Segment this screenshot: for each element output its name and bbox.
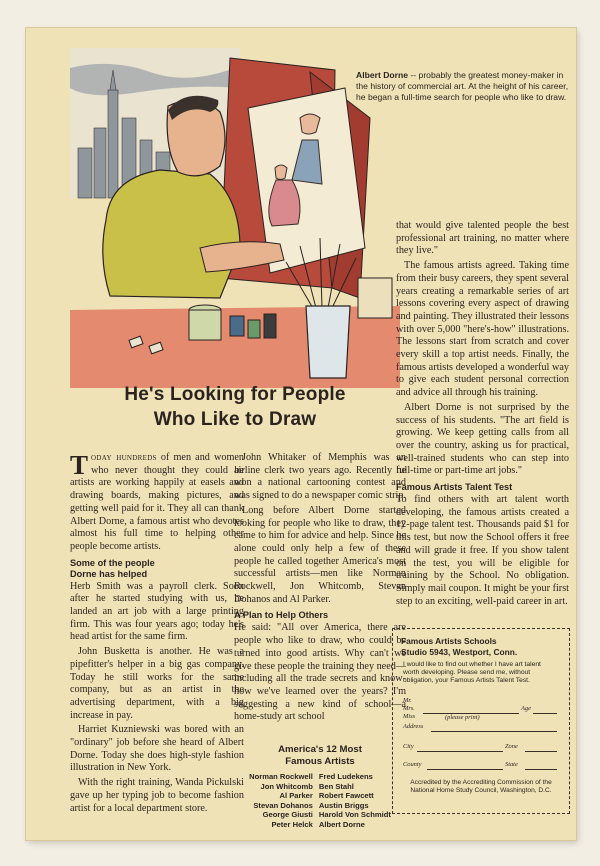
coupon-school-name: Famous Artists Schools <box>401 636 497 646</box>
paragraph: that would give talented people the best professional art training, no matter where they live." <box>396 220 569 257</box>
paragraph: Harriet Kuzniewski was bored with an "ordinary" job before she heard of Albert Dorne. Today she does high-style fashion illustration in New York. <box>70 724 244 774</box>
city-label: City <box>403 743 414 750</box>
talent-test-coupon[interactable] <box>392 628 570 814</box>
paragraph: Long before Albert Dorne started looking for people who like to draw, they came to him for advice and help. Since he alone could only help a few of these people he called together America's most successful artists—men like Norman Rockwell, Jon Whitcomb, Stevan Dohanos and Al Parker. <box>234 504 406 605</box>
mr-label: Mr. <box>403 697 412 704</box>
artists-table <box>246 772 394 830</box>
artist-name: Peter Helck <box>271 819 313 829</box>
paragraph: Herb Smith was a payroll clerk. Soon after he started studying with us, he landed an art job with a large printing firm. This was four years ago; today he's head artist for the same firm. <box>70 580 244 643</box>
list-title-line-2: Famous Artists <box>285 756 355 767</box>
paragraph: John Whitaker of Memphis was an airline clerk two years ago. Recently he won a national cartooning contest and was signed to do a newspaper comic strip. <box>234 452 407 502</box>
paragraph: The famous artists agreed. Taking time from their busy careers, they spent several years creating a remarkable series of art lessons covering every aspect of drawing and painting. They illustrated their lessons with over 5,000 "here's-how" illustrations. The lessons start from scratch and cover every skill a top artist needs. Finally, the famous artists developed a wonderful way to give each student personal correction and advice all through his training. <box>396 260 569 399</box>
paragraph-text: of men and women who never thought they could be artists are working happily at easels and drawing boards, making pictures, and getting well paid for it. They all can thank Albert Dorne, a famous artist who devotes almost his full time to helping other people become artists. <box>70 452 245 552</box>
city-field[interactable] <box>417 751 503 752</box>
artist-name: Al Parker <box>279 791 313 801</box>
article-column-1 <box>70 452 244 817</box>
subhead: Famous Artists Talent Test <box>396 482 513 493</box>
zone-label: Zone <box>505 743 518 750</box>
artist-name: Norman Rockwell <box>249 772 313 781</box>
artist-name: Austin Briggs <box>318 800 369 810</box>
paragraph: He said: "All over America, there are people who like to draw, who could be turned into good artists. Why can't we give these people the training they need—including all the trade secrets and know-how we've learned over the years? I'm suggesting a new kind of school—a home-study art school <box>234 622 406 723</box>
address-field[interactable] <box>431 731 557 732</box>
illustration-caption <box>356 70 576 103</box>
subhead <box>70 558 244 580</box>
drop-cap: T <box>70 450 89 480</box>
article-column-3 <box>396 220 569 610</box>
county-label: County <box>403 761 422 768</box>
paragraph: John Busketta is another. He was a pipefitter's helper in a big gas company. Today he still works for the same company, but as an artist in the advertising department, with a big increase in pay. <box>70 646 244 721</box>
headline-line-1: He's Looking for People <box>124 384 346 405</box>
paragraph: To find others with art talent worth developing, the famous artists created a 12-page talent test. Thousands paid $1 for this test, but now the School offers it free and will grade it free. If you show talent on the test, you will be eligible for training by the School. No obligation. Simply mail coupon. It might be your first step to an exciting, well-paid career in art. <box>396 494 569 607</box>
county-field[interactable] <box>427 769 503 770</box>
article-column-2 <box>234 452 406 726</box>
artist-name: Ben Stahl <box>318 781 354 791</box>
paragraph: With the right training, Wanda Pickulski gave up her typing job to become fashion artist for a local department store. <box>70 777 244 814</box>
state-label: State <box>505 761 518 768</box>
subhead-line-1: Some of the people <box>70 557 155 568</box>
accreditation-note: Accredited by the Accrediting Commission of the National Home Study Council, Washington, D.C. <box>410 779 552 794</box>
age-field[interactable] <box>533 713 557 714</box>
coupon-studio-address: Studio 5943, Westport, Conn. <box>401 647 518 657</box>
artist-name: Stevan Dohanos <box>253 800 313 810</box>
artist-name: Robert Fawcett <box>318 791 374 801</box>
artist-name: Albert Dorne <box>318 819 365 829</box>
please-print-label: (please print) <box>445 714 480 721</box>
zone-field[interactable] <box>525 751 557 752</box>
artist-name: Jon Whitcomb <box>260 781 313 791</box>
subhead: A Plan to Help Others <box>234 610 329 621</box>
artist-name: George Giusti <box>262 810 313 820</box>
miss-label: Miss <box>403 713 416 720</box>
paragraph <box>70 452 244 554</box>
state-field[interactable] <box>525 769 557 770</box>
paragraph: Albert Dorne is not surprised by the success of his students. "The art field is growing. We keep getting calls from all over the country, asking us for practical, well-trained students who can step into full-time or part-time art jobs." <box>396 401 569 477</box>
magazine-page <box>26 28 576 840</box>
lead-words: oday hundreds <box>91 452 157 463</box>
headline-line-2: Who Like to Draw <box>153 409 317 430</box>
list-title-line-1: America's 12 Most <box>278 744 362 755</box>
age-label: Age <box>521 705 531 712</box>
artist-name: Fred Ludekens <box>318 772 373 781</box>
caption-name: Albert Dorne <box>356 70 409 80</box>
subhead-line-2: Dorne has helped <box>70 568 148 579</box>
coupon-request-text: I would like to find out whether I have art talent worth developing. Please send me, without obligation, your Famous Artists Talent Test. <box>403 661 541 684</box>
headline <box>70 382 400 432</box>
artist-illustration <box>70 48 400 388</box>
famous-artists-list <box>234 744 406 830</box>
mrs-label: Mrs. <box>403 705 415 712</box>
caption-text: -- probably the greatest money-maker in the history of commercial art. At the height of his career, he began a full-time search for people who like to draw. <box>356 70 569 102</box>
artist-name: Harold Von Schmidt <box>318 810 391 820</box>
address-label: Address <box>403 723 424 730</box>
